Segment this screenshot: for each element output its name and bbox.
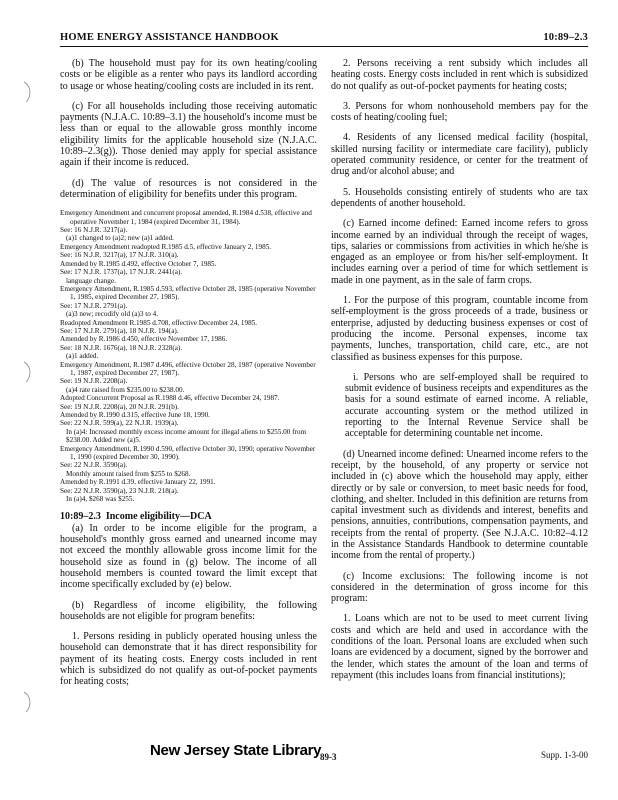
history-entry: Amended by R.1990 d.315, effective June 18, 1990. [60,411,210,420]
history-entry: See: 17 N.J.R. 2791(a), 18 N.J.R. 194(a). [60,326,179,335]
history-entry: (a)1 added. [66,352,99,361]
history-entry: Amended by R.1986 d.450, effective November 17, 1986. [60,335,228,344]
margin-bracket-mark [22,690,36,714]
item-5: 5. Households consisting entirely of students who are tax dependents of another household. [331,186,588,209]
history-entry: Adopted Concurrent Proposal as R.1988 d.46, effective December 24, 1987. [60,394,280,403]
history-entry: See: 17 N.J.R. 2791(a). [60,301,128,310]
paragraph-earned-income: (c) Earned income defined: Earned income refers to gross income earned by an individual through the receipt of wages, tips, salaries or commissions from activities in which he/she is engaged as an employee or from his/her self-employment. It includes earning over a period of time for which settlement is made in one payment, as in the sale of farm crops. [331,218,588,286]
item-2: 2. Persons receiving a rent subsidy which includes all heating costs. Energy costs included in rent which is subsidized do not qualify as out-of-pocket payments for heating costs; [331,58,588,92]
history-entry: See: 19 N.J.R. 2208(a). [60,377,128,386]
history-entry: See: 16 N.J.R. 3217(a), 17 N.J.R. 310(a). [60,251,179,260]
section-paragraph-b: (b) Regardless of income eligibility, the following households are not eligible for program benefits: [60,599,317,622]
history-entry: Emergency Amendment, R.1987 d.496, effective October 28, 1987 (operative November 1, 1987, expired December 27, 1987). [60,360,316,377]
item-3: 3. Persons for whom nonhousehold members pay for the costs of heating/cooling fuel; [331,100,588,124]
history-entry: See: 18 N.J.R. 1676(a), 18 N.J.R. 2328(a). [60,343,183,352]
paragraph-income-exclusions: (c) Income exclusions: The following income is not considered in the determination of gross income for this program: [331,570,588,605]
history-entry: In (a)4: Increased monthly excess income amount for illegal aliens to $255.00 from $238.00. Added new (a)5. [66,427,307,445]
history-entry: Emergency Amendment readopted R.1985 d.5, effective January 2, 1985. [60,242,272,251]
section-heading [60,511,317,522]
amendment-history [60,209,317,503]
margin-bracket-mark [22,360,36,384]
margin-bracket-mark [22,80,36,104]
library-stamp: New Jersey State Library [150,742,322,759]
page-number: 89-3 [320,752,337,762]
history-entry: Amended by R.1991 d.39, effective January 22, 1991. [60,478,216,487]
section-paragraph-a: (a) In order to be income eligible for the program, a household's monthly gross earned and unearned income may not exceed the monthly allowable gross income limit for the household size as found in (g) below. The income of all household members is counted toward the limit except that income specifically excluded by (e) below. [60,522,317,591]
paragraph-self-employment: 1. For the purpose of this program, countable income from self-employment is the gross proceeds of a trade, business or enterprise, adjusted by deducting business expenses or cost of producing the income. Personal expenses, income tax payments, lunches, transportation, child care, etc., are not classified as business expenses for this purpose. [331,295,588,363]
history-entry: See: 22 N.J.R. 3590(a), 23 N.J.R. 218(a). [60,486,179,495]
history-entry: See: 17 N.J.R. 1737(a), 17 N.J.R. 2441(a). [60,268,183,277]
history-entry: (a)1 changed to (a)2; new (a)1 added. [66,234,174,243]
paragraph-self-employed-evidence: i. Persons who are self-employed shall be required to submit evidence of business receipts and expenditures as the basis for a sound estimate of earned income. A reliable, accurate accounting system or the method utilized in reporting to the Internal Revenue Service shall be acceptable for determining countable net income. [345,371,588,440]
supplement-date: Supp. 1-3-00 [541,750,588,760]
history-entry: Emergency Amendment, R.1985 d.593, effective October 28, 1985 (operative November 1, 1985, expired December 27, 1985). [60,284,316,302]
paragraph-b: (b) The household must pay for its own heating/cooling costs or be eligible as a renter who pays its landlord according to usage or whose heating/cooling costs are included in its rent. [60,58,317,92]
section-code: 10:89–2.3 [543,32,588,43]
history-entry: See: 22 N.J.R. 3590(a). [60,461,128,470]
history-entry: See: 22 N.J.R. 599(a), 22 N.J.R. 1939(a). [60,419,179,428]
running-header [60,30,588,47]
left-column [60,58,317,697]
right-column [331,58,588,690]
history-entry: See: 16 N.J.R. 3217(a). [60,226,128,235]
history-entry: Emergency Amendment and concurrent proposal amended, R.1984 d.538, effective and operative November 1, 1984 (expired December 31, 1984). [60,209,312,226]
paragraph-d: (d) The value of resources is not considered in the determination of eligibility for benefits under this program. [60,177,317,200]
section-title: Income eligibility—DCA [105,511,212,523]
history-entry: Readopted Amendment R.1985 d.708, effective December 24, 1985. [60,318,258,327]
paragraph-c: (c) For all households including those receiving automatic payments (N.J.A.C. 10:89–3.1) the household's income must be less than or equal to the allowable gross monthly income eligibility limits for the applicable household size (N.J.A.C. 10:89–2.3(g)). Those denied may apply for special assistance again if their income is reduced. [60,100,317,169]
handbook-title: HOME ENERGY ASSISTANCE HANDBOOK [60,32,279,43]
item-4: 4. Residents of any licensed medical facility (hospital, skilled nursing facility or intermediate care facility), publicly operated community residence, or center for the treatment of drug and/or alcohol abuse; and [331,132,588,178]
history-entry: Monthly amount raised from $255 to $268. [66,469,191,478]
history-entry: language change. [66,276,116,285]
history-entry: Amended by R.1985 d.492, effective October 7, 1985. [60,259,217,268]
history-entry: (a)3 new; recodify old (a)3 to 4. [66,310,159,319]
history-entry: Emergency Amendment, R.1990 d.590, effective October 30, 1990; operative November 1, 1990 (expired December 30, 1990). [60,444,316,462]
section-number: 10:89–2.3 [60,511,101,523]
paragraph-unearned-income: (d) Unearned income defined: Unearned income refers to the receipt, by the household, of any property or service not included in (c) above which the household may apply, either directly or by sale or conversion, to meet basic needs for food, clothing, and shelter. Included in this definition are returns from capital investment such as dividends and interest, benefits and pensions, annuities, contributions, compensation payments, and receipts from the rental of property. (See N.J.A.C. 10:82–4.12 in the Assistance Standards Handbook to determine countable income from the rental of property.) [331,448,588,562]
section-item-1: 1. Persons residing in publicly operated housing unless the household can demonstrate that it has direct responsibility for payment of its heating costs. Energy costs included in rent which is subsidized do not qualify as out-of-pocket payments for heating costs; [60,631,317,688]
history-entry: See: 19 N.J.R. 2208(a), 20 N.J.R. 291(b). [60,402,179,411]
paragraph-loans: 1. Loans which are not to be used to meet current living costs and which are held and used in accordance with the conditions of the loan. Personal loans are excluded when such loans are evidenced by a document, signed by the borrower and the lender, which states the amount of the loan and terms of repayment (this includes loans from financial institutions); [331,613,588,681]
history-entry: (a)4 rate raised from $235.00 to $238.00. [66,385,185,394]
history-entry: In (a)4, $268 was $255. [66,495,135,504]
